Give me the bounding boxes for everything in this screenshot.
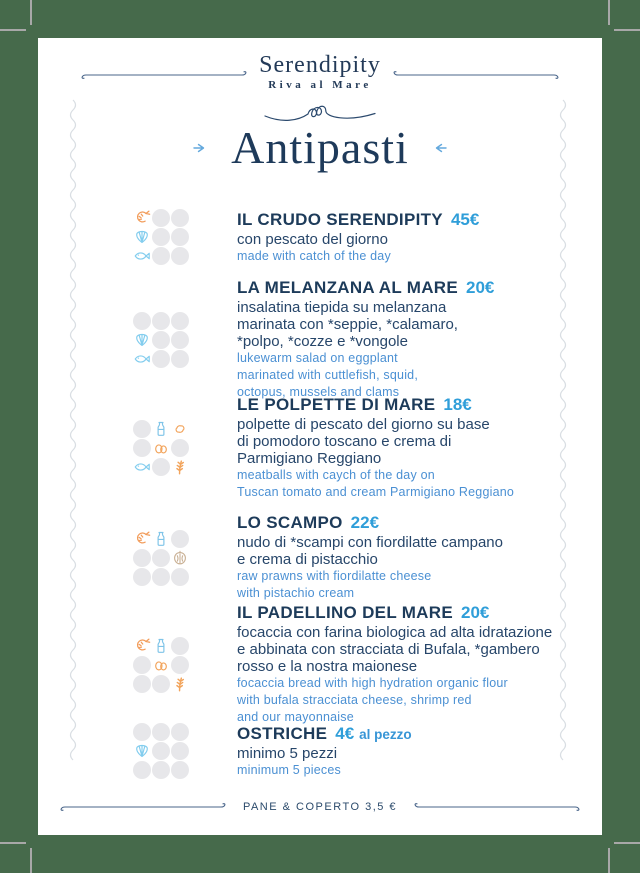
gluten-icon	[171, 458, 189, 476]
ornament-line-right	[411, 800, 583, 814]
allergen-slot-empty	[171, 656, 189, 674]
milk-icon	[152, 530, 170, 548]
allergen-slot-empty	[171, 723, 189, 741]
allergen-slot-empty	[152, 723, 170, 741]
allergen-slot-empty	[152, 350, 170, 368]
item-description-en-line: raw prawns with fiordilatte cheese	[237, 569, 432, 583]
allergen-slot-empty	[171, 637, 189, 655]
item-description-it-line: Parmigiano Reggiano	[237, 450, 382, 467]
item-description-en-line: meatballs with caych of the day on	[237, 468, 435, 482]
allergen-slot-empty	[171, 209, 189, 227]
item-price-suffix: al pezzo	[359, 726, 412, 742]
allergen-slot-empty	[152, 549, 170, 567]
item-name: LE POLPETTE DI MARE	[237, 395, 436, 414]
brand-logo	[38, 52, 602, 91]
menu-item	[133, 723, 412, 779]
eggs-icon	[152, 656, 170, 674]
item-name: IL PADELLINO DEL MARE	[237, 603, 453, 622]
item-price: 4€	[335, 723, 355, 743]
item-description-en-line: marinated with cuttlefish, squid,	[237, 368, 418, 382]
milk-icon	[152, 637, 170, 655]
molluscs-icon	[133, 228, 151, 246]
molluscs-icon	[133, 742, 151, 760]
wavy-border-left	[68, 98, 78, 762]
allergen-slot-empty	[152, 331, 170, 349]
nuts-icon	[171, 549, 189, 567]
allergen-slot-empty	[171, 742, 189, 760]
arrow-left-icon	[435, 143, 447, 153]
allergen-slot-empty	[171, 312, 189, 330]
crop-mark	[608, 848, 610, 873]
menu-page	[38, 38, 602, 835]
allergen-slot-empty	[152, 228, 170, 246]
item-price: 20€	[460, 603, 490, 622]
allergen-slot-empty	[133, 656, 151, 674]
item-name: LO SCAMPO	[237, 513, 343, 532]
allergen-slot-empty	[133, 761, 151, 779]
item-text	[237, 724, 412, 779]
allergen-slot-empty	[152, 458, 170, 476]
brand-name: Serendipity	[259, 52, 381, 78]
item-description-it-line: marinata con *seppie, *calamaro,	[237, 316, 458, 333]
allergen-slot-empty	[171, 350, 189, 368]
allergen-slot-empty	[171, 331, 189, 349]
allergen-slot-empty	[152, 742, 170, 760]
brand-subtitle: Riva al Mare	[268, 79, 372, 91]
allergen-slot-empty	[152, 761, 170, 779]
allergen-grid	[133, 723, 190, 779]
allergen-grid	[133, 530, 190, 586]
allergen-grid	[133, 209, 190, 265]
section-title: Antipasti	[231, 122, 409, 173]
peanuts-icon	[171, 420, 189, 438]
item-name: LA MELANZANA AL MARE	[237, 278, 458, 297]
section-title-row	[38, 122, 602, 174]
item-text	[237, 603, 552, 726]
item-description-it-line: e abbinata con stracciata di Bufala, *gambero	[237, 641, 540, 658]
crop-mark	[30, 0, 32, 25]
eggs-icon	[152, 439, 170, 457]
allergen-slot-empty	[152, 675, 170, 693]
item-text	[237, 513, 503, 602]
allergen-slot-empty	[133, 420, 151, 438]
allergen-slot-empty	[171, 568, 189, 586]
crop-mark	[608, 0, 610, 25]
item-description-en-line: lukewarm salad on eggplant	[237, 351, 398, 365]
gluten-icon	[171, 675, 189, 693]
item-description-it-line: rosso e la nostra maionese	[237, 658, 418, 675]
footer	[38, 800, 602, 814]
allergen-slot-empty	[152, 247, 170, 265]
crop-mark	[0, 842, 26, 844]
crustaceans-icon	[133, 530, 151, 548]
crustaceans-icon	[133, 637, 151, 655]
allergen-grid	[133, 637, 190, 693]
item-description-it-line: di pomodoro toscano e crema di	[237, 433, 452, 450]
item-description-it-line: e crema di pistacchio	[237, 551, 378, 568]
allergen-slot-empty	[171, 761, 189, 779]
allergen-slot-empty	[171, 228, 189, 246]
allergen-slot-empty	[133, 549, 151, 567]
fish-icon	[133, 247, 151, 265]
menu-item	[133, 278, 494, 401]
item-text	[237, 210, 479, 265]
footer-note: PANE & COPERTO 3,5 €	[242, 801, 398, 813]
item-description-it-line: minimo 5 pezzi	[237, 744, 338, 762]
allergen-slot-empty	[133, 675, 151, 693]
item-description-it-line: focaccia con farina biologica ad alta idratazione	[237, 624, 553, 641]
item-description-it-line: con pescato del giorno	[237, 230, 388, 248]
menu-item	[133, 395, 514, 501]
item-description-en-line: made with catch of the day	[237, 248, 391, 263]
menu-item	[133, 603, 552, 726]
fish-icon	[133, 458, 151, 476]
milk-icon	[152, 420, 170, 438]
allergen-slot-empty	[133, 723, 151, 741]
allergen-slot-empty	[152, 209, 170, 227]
item-description-en-line: focaccia bread with high hydration organic flour	[237, 676, 508, 690]
allergen-grid	[133, 420, 190, 476]
item-description-it-line: polpette di pescato del giorno su base	[237, 416, 490, 433]
wavy-border-right	[558, 98, 568, 762]
item-price: 22€	[350, 513, 380, 532]
item-text	[237, 395, 514, 501]
allergen-slot-empty	[133, 312, 151, 330]
item-description-en-line: with bufala stracciata cheese, shrimp red	[237, 693, 472, 707]
allergen-slot-empty	[152, 568, 170, 586]
crop-mark	[30, 848, 32, 873]
crop-mark	[0, 29, 26, 31]
allergen-slot-empty	[171, 247, 189, 265]
item-price: 45€	[450, 209, 480, 229]
molluscs-icon	[133, 331, 151, 349]
item-description-it-line: *polpo, *cozze e *vongole	[237, 333, 408, 350]
menu-item	[133, 513, 503, 602]
crop-mark	[614, 29, 640, 31]
allergen-slot-empty	[152, 312, 170, 330]
allergen-slot-empty	[171, 439, 189, 457]
item-description-en-line: Tuscan tomato and cream Parmigiano Reggiano	[237, 485, 515, 499]
allergen-slot-empty	[133, 439, 151, 457]
item-description-en-line: with pistachio cream	[237, 586, 355, 600]
arrow-right-icon	[193, 143, 205, 153]
allergen-grid	[133, 312, 190, 368]
menu-item	[133, 209, 479, 265]
item-description-en-line: minimum 5 pieces	[237, 762, 341, 777]
item-name: IL CRUDO SERENDIPITY	[237, 209, 443, 229]
fish-icon	[133, 350, 151, 368]
item-price: 18€	[443, 395, 472, 414]
crop-mark	[614, 842, 640, 844]
ornament-line-left	[57, 800, 229, 814]
item-description-en-line: and our mayonnaise	[237, 710, 354, 724]
item-price: 20€	[466, 278, 495, 297]
allergen-slot-empty	[171, 530, 189, 548]
crustaceans-icon	[133, 209, 151, 227]
item-name: OSTRICHE	[237, 723, 328, 743]
item-description-it-line: insalatina tiepida su melanzana	[237, 299, 447, 316]
item-description-en-line: octopus, mussels and clams	[237, 385, 400, 399]
item-description-it-line: nudo di *scampi con fiordilatte campano	[237, 534, 503, 551]
item-text	[237, 278, 494, 401]
allergen-slot-empty	[133, 568, 151, 586]
